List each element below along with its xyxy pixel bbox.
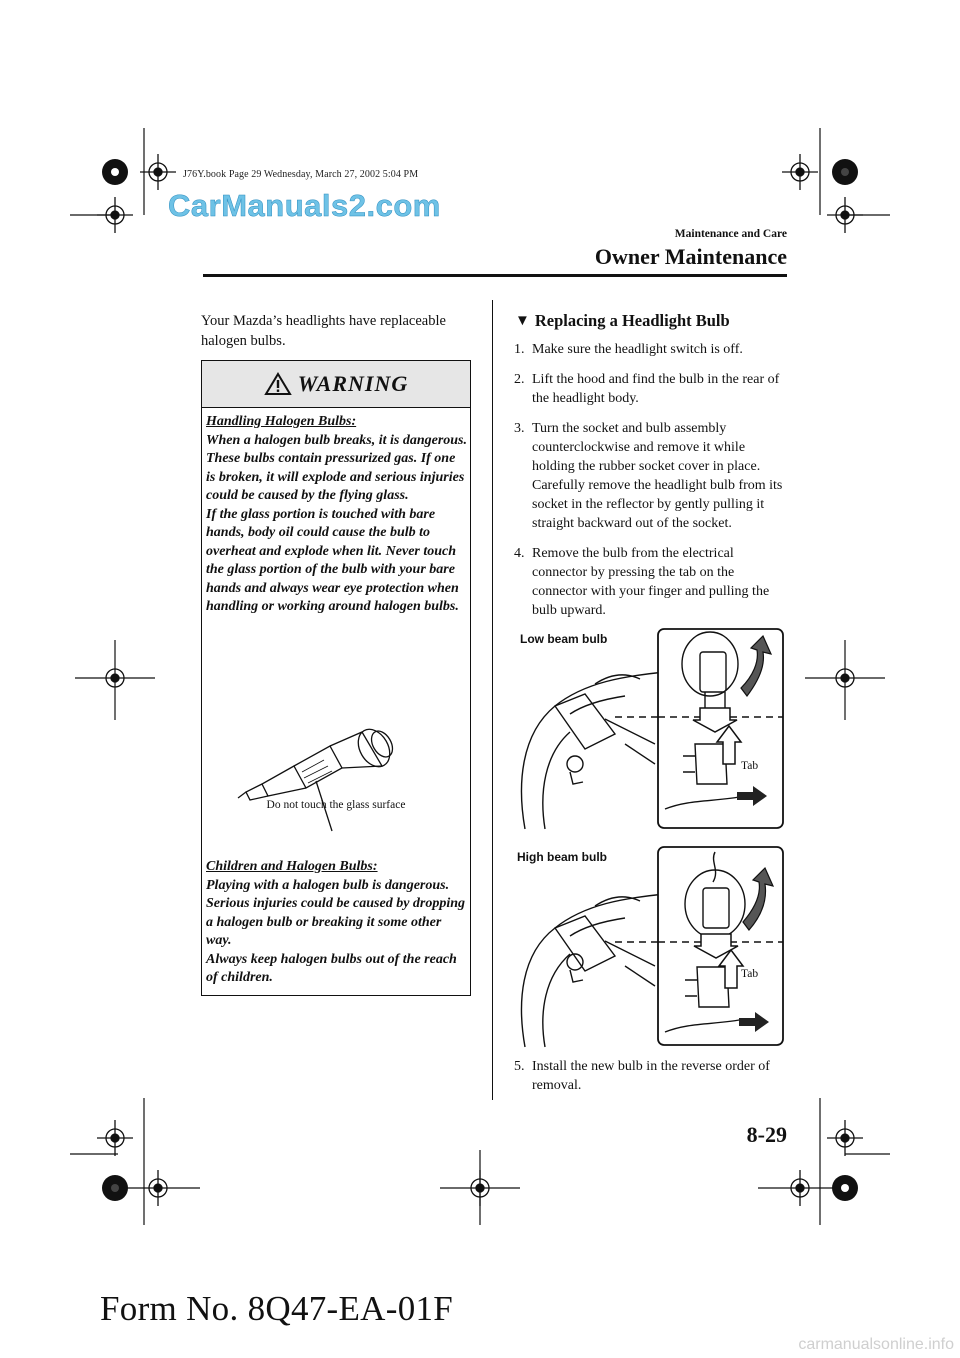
warning-body <box>206 413 468 617</box>
crosshair-icon <box>97 197 133 233</box>
figure-caption: Do not touch the glass surface <box>266 799 406 811</box>
step-item <box>514 370 788 408</box>
procedure-heading-text: Replacing a Headlight Bulb <box>534 311 730 330</box>
page-title: Owner Maintenance <box>594 244 787 269</box>
starburst-icon <box>832 159 858 185</box>
low-beam-figure <box>515 624 785 834</box>
step-number: 4. <box>514 546 525 561</box>
step-item <box>514 419 788 533</box>
crosshair-icon <box>97 1120 133 1156</box>
warning-paragraph: Playing with a halogen bulb is dangerous. Serious injuries could be caused by dropping a halogen bulb or breaking it some other way. <box>206 877 466 948</box>
step-item <box>514 340 788 359</box>
procedure-heading <box>515 311 730 331</box>
down-triangle-icon: ▼ <box>515 312 530 329</box>
warning-title: WARNING <box>297 371 409 396</box>
crosshair-icon <box>827 1120 863 1156</box>
step-text: Make sure the headlight switch is off. <box>532 342 743 357</box>
warning-paragraph: Always keep halogen bulbs out of the reach of children. <box>206 951 457 985</box>
step-text: Lift the hood and find the bulb in the rear of the headlight body. <box>532 372 780 406</box>
step-number: 1. <box>514 342 525 357</box>
crosshair-icon <box>827 197 863 233</box>
step-number: 5. <box>514 1059 525 1074</box>
high-beam-figure <box>515 842 785 1050</box>
tab-label: Tab <box>741 760 759 772</box>
starburst-icon <box>102 159 128 185</box>
starburst-icon <box>832 1175 858 1201</box>
warning-paragraph: If the glass portion is touched with bare hands, body oil could cause the bulb to overheat and explode when lit. Never touch the glass portion of the bulb with your bare hands and always wear eye protection when handling or working around halogen bulbs. <box>206 506 459 614</box>
step-text: Remove the bulb from the electrical connector by pressing the tab on the connector with your finger and pulling the bulb upward. <box>532 546 770 618</box>
step-item <box>514 1057 788 1095</box>
step-text: Turn the socket and bulb assembly counterclockwise and remove it while holding the rubber socket cover in place. Carefully remove the headlight bulb from its socket in the reflector by gently pulling it straight backward out of the socket. <box>532 421 783 531</box>
step-item <box>514 544 788 620</box>
low-beam-label: Low beam bulb <box>520 632 608 646</box>
warning-subheading: Children and Halogen Bulbs: <box>206 859 378 874</box>
warning-subheading: Handling Halogen Bulbs: <box>206 414 357 429</box>
warning-body-children <box>206 858 468 988</box>
halogen-bulb-illustration <box>232 726 442 836</box>
starburst-icon <box>102 1175 128 1201</box>
crosshair-icon <box>140 154 176 190</box>
step-number: 3. <box>514 421 525 436</box>
procedure-steps <box>514 340 788 631</box>
site-watermark: carmanualsonline.info <box>798 1336 954 1353</box>
title-divider <box>203 274 787 277</box>
step-text: Install the new bulb in the reverse order of removal. <box>532 1059 770 1093</box>
crosshair-icon <box>782 154 818 190</box>
intro-text: Your Mazda’s headlights have replaceable halogen bulbs. <box>201 313 446 349</box>
book-stamp: J76Y.book Page 29 Wednesday, March 27, 2002 5:04 PM <box>183 169 419 180</box>
high-beam-label: High beam bulb <box>517 850 607 864</box>
step-number: 2. <box>514 372 525 387</box>
tab-label: Tab <box>741 968 759 980</box>
section-category: Maintenance and Care <box>674 228 787 240</box>
watermark-logo: CarManuals2.com <box>168 188 441 223</box>
warning-paragraph: When a halogen bulb breaks, it is dangerous. These bulbs contain pressurized gas. If one is broken, it will explode and serious injuries could be caused by the flying glass. <box>206 432 467 503</box>
warning-box <box>201 360 471 996</box>
warning-header <box>202 361 470 408</box>
form-number: Form No. 8Q47-EA-01F <box>100 1289 454 1328</box>
column-divider <box>492 300 493 1100</box>
page-number: 8-29 <box>746 1122 787 1147</box>
warning-triangle-icon <box>264 372 292 396</box>
